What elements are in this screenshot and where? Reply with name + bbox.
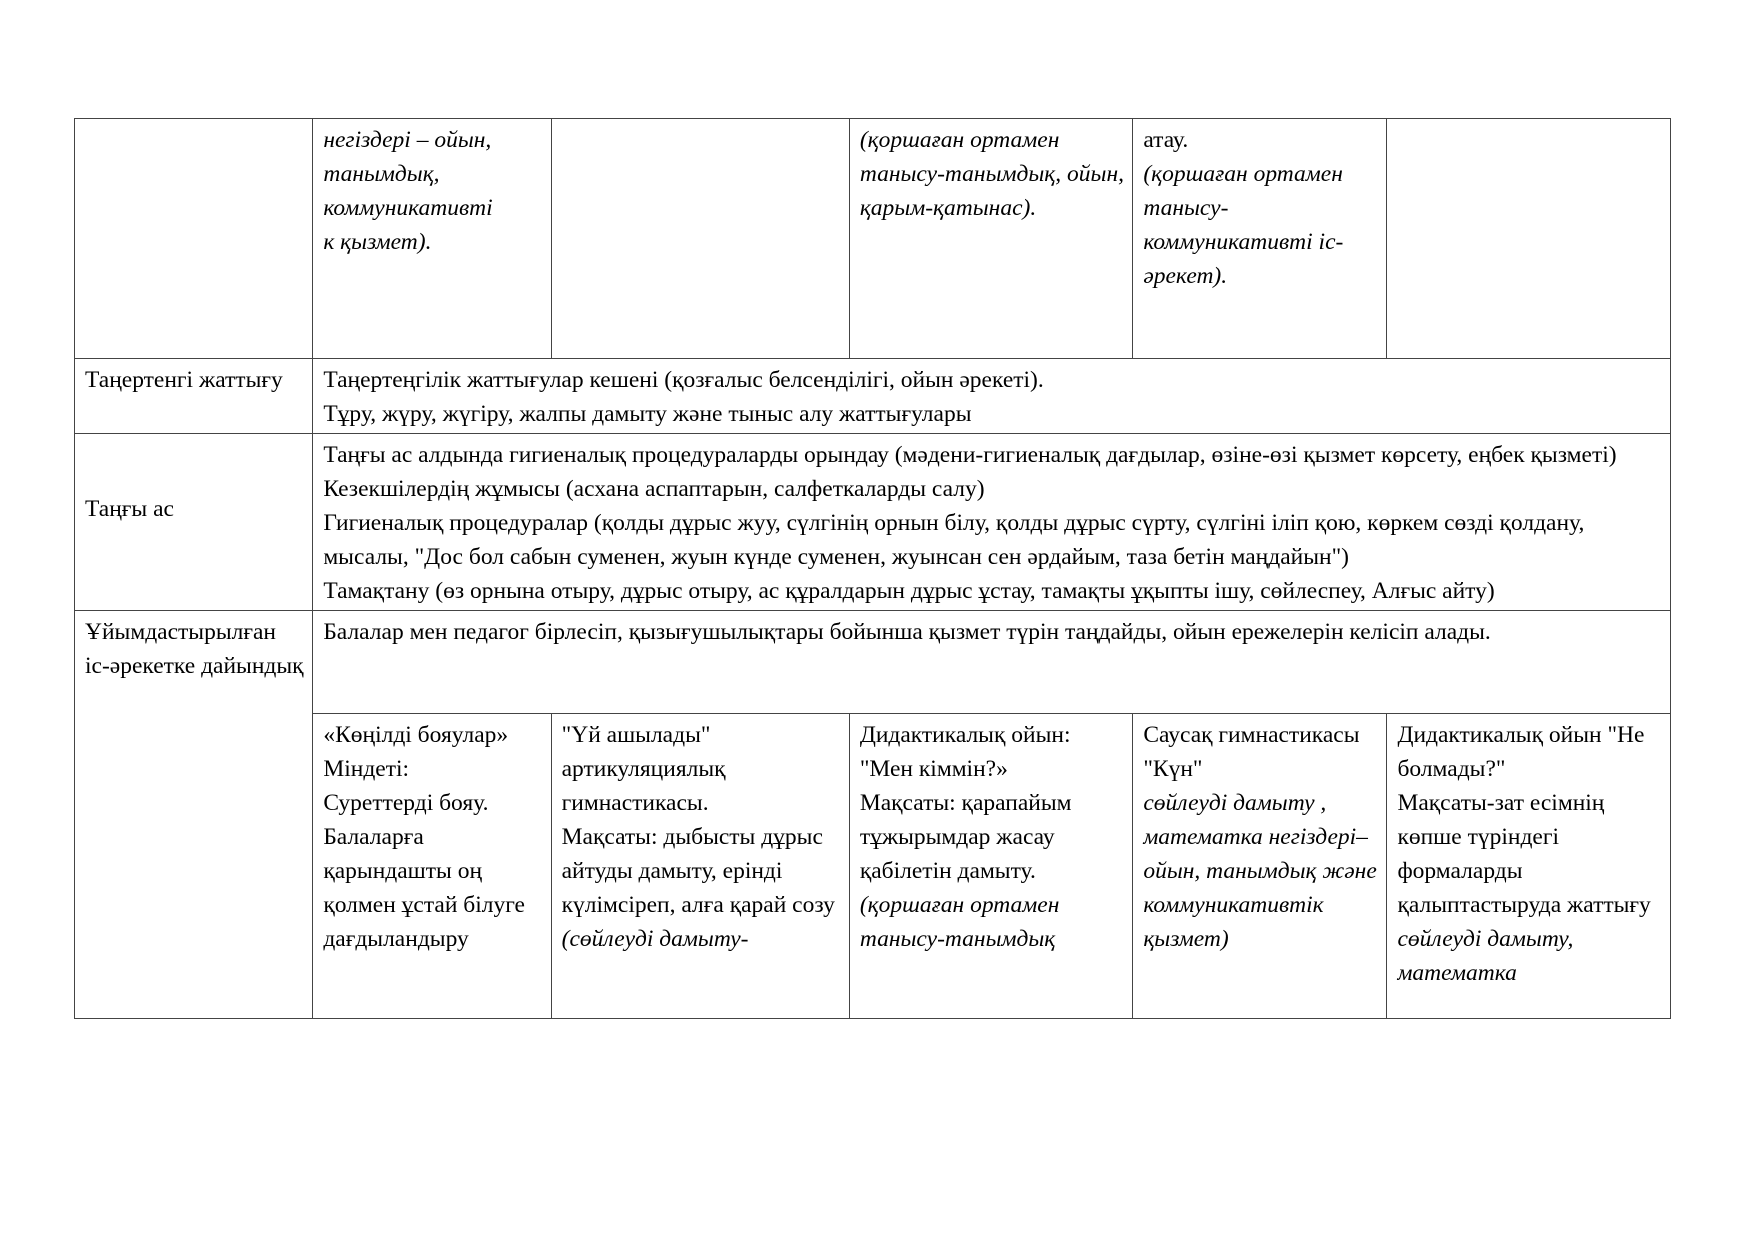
cell-line: Тамақтану (өз орнына отыру, дұрыс отыру, ас құралдарын дұрыс ұстау, тамақты ұқыпты ішу, сөйлеспеу, Алғыс айту) bbox=[323, 578, 1495, 604]
table-cell bbox=[1133, 119, 1387, 359]
table-row-prep bbox=[75, 611, 1671, 714]
daily-plan-table bbox=[74, 118, 1671, 1019]
cell-line: Таңертеңгілік жаттығулар кешені (қозғалыс белсенділігі, ойын әрекеті). bbox=[323, 367, 1044, 393]
table-cell: (қоршаған ортамен танысу-танымдық, ойын, қарым-қатынас). bbox=[849, 119, 1133, 359]
cell-line: Кезекшілердің жұмысы (асхана аспаптарын, салфеткаларды салу) bbox=[323, 476, 985, 502]
cell-text: Дидактикалық ойын "Не болмады?" Мақсаты-зат есімнің көпше түріндегі формаларды қалыптастыруда жаттығу bbox=[1397, 722, 1651, 918]
cell-text-italic: (қоршаған ортамен танысу-коммуникативті іс-әрекет). bbox=[1143, 161, 1344, 289]
table-row-activities-continued bbox=[75, 119, 1671, 359]
cell-text-italic: (қоршаған ортамен танысу-танымдық bbox=[859, 892, 1060, 952]
cell-line: Тұру, жүру, жүгіру, жалпы дамыту және тыныс алу жаттығулары bbox=[323, 401, 972, 427]
cell-text: "Үй ашылады" артикуляциялық гимнастикасы. Мақсаты: дыбысты дұрыс айтуды дамыту, ерінді күлімсіреп, алға қарай созу bbox=[561, 722, 835, 918]
table-cell-prep-intro: Балалар мен педагог бірлесіп, қызығушылықтары бойынша қызмет түрін таңдайды, ойын ережелерін келісіп алады. bbox=[313, 611, 1671, 714]
cell-text-italic: сөйлеуді дамыту , математка негіздері– ойын, танымдық және коммуникативтік қызмет) bbox=[1143, 790, 1377, 952]
cell-text: атау. bbox=[1143, 127, 1189, 153]
table-row-breakfast bbox=[75, 434, 1671, 611]
table-cell-activity bbox=[1387, 714, 1671, 1019]
row-label: Ұйымдастырылған іс-әрекетке дайындық bbox=[75, 611, 313, 1019]
table-cell-activity bbox=[1133, 714, 1387, 1019]
table-cell-empty bbox=[75, 119, 313, 359]
cell-text: «Көңілді бояулар» Міндеті: Суреттерді бояу. Балаларға қарындашты оң қолмен ұстай білуге дағдыландыру bbox=[323, 722, 525, 952]
table-cell: негіздері – ойын, танымдық, коммуникативті к қызмет). bbox=[313, 119, 551, 359]
row-label: Таңғы ас bbox=[75, 434, 313, 611]
table-cell-empty bbox=[551, 119, 849, 359]
table-cell-activity bbox=[551, 714, 849, 1019]
row-label: Таңертенгі жаттығу bbox=[75, 359, 313, 434]
cell-text-italic: (сөйлеуді дамыту- bbox=[561, 926, 749, 952]
cell-text: Саусақ гимнастикасы "Күн" bbox=[1143, 722, 1360, 782]
table-cell-breakfast bbox=[313, 434, 1671, 611]
table-row-morning-exercise bbox=[75, 359, 1671, 434]
cell-line: Таңғы ас алдында гигиеналық процедураларды орындау (мәдени-гигиеналық дағдылар, өзіне-өзі қызмет көрсету, еңбек қызметі) bbox=[323, 442, 1617, 468]
cell-text: Дидактикалық ойын: "Мен кіммін?» Мақсаты: қарапайым тұжырымдар жасау қабілетін дамыту. bbox=[859, 722, 1072, 884]
table-cell-activity bbox=[313, 714, 551, 1019]
table-cell-empty bbox=[1387, 119, 1671, 359]
table-cell-morning-exercise bbox=[313, 359, 1671, 434]
table-cell-activity bbox=[849, 714, 1133, 1019]
cell-line: Гигиеналық процедуралар (қолды дұрыс жуу, сүлгінің орнын білу, қолды дұрыс сүрту, сүлгіні іліп қою, көркем сөзді қолдану, мысалы, "Дос бол сабын суменен, жуын күнде суменен, жуынсан сен әрдайым, таза бетін маңдайын") bbox=[323, 510, 1585, 570]
cell-text-italic: сөйлеуді дамыту, математка bbox=[1397, 926, 1574, 986]
table-row-prep-activities bbox=[75, 714, 1671, 1019]
